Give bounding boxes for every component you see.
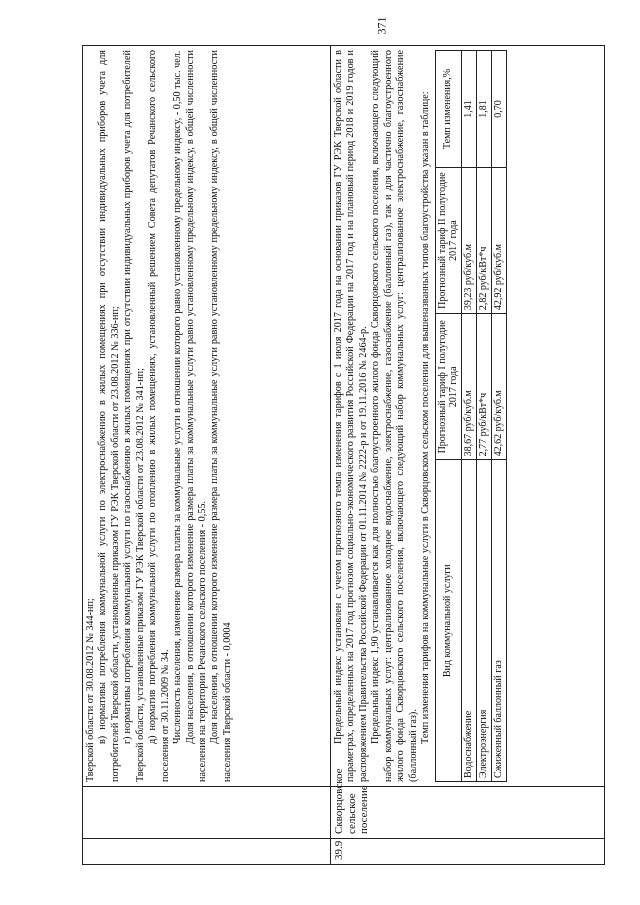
tariff-h2: 39,23 руб/куб.м (461, 167, 476, 313)
population-share-local-paragraph: Доля населения, в отношении которого изменение размера платы за коммунальные услуги равно установленному предельному индексу, в общей численности населения на территории Речанского сельского поселения - 0,55. (184, 50, 208, 782)
table-row-entry (331, 46, 605, 865)
tariff-intro-paragraph: Темп изменения тарифов на коммунальные услуги в Скворцовском сельском поселении для вышеназванных типов благоустройства указан в таблице: (420, 91, 432, 744)
tariff-table (435, 50, 508, 782)
norm-electricity-paragraph: в) нормативы потребления коммунальной услуги по электроснабжению в жилых помещениях при отсутствии индивидуальных приборов учета для потребителей Тверской области, установленные приказом ГУ РЭК Тверской области от 23.08.2012 № 336-нп; (97, 50, 121, 782)
continuation-line: Тверской области от 30.08.2012 № 344-нп; (85, 598, 96, 782)
change-rate: 1,41 (461, 51, 476, 168)
entry-text-cell (331, 46, 605, 787)
tariff-h2: 42,92 руб/куб.м (491, 167, 506, 313)
index-basis-paragraph: Предельный индекс установлен с учетом прогнозного темпа изменения тарифов с 1 июля 2017 года на основании приказов ГУ РЭК Тверской области в параметрах, определенных на 2017 год прогнозом социально-экономического развития Российской Федерации на 2017 год и на плановый период 2018 и 2019 годов и распоряжением Правительства Российской Федерации от 01.11.2014 № 2222-р и от 19.11.2016 № 2464-р. (333, 50, 369, 782)
continuation-text-cell (83, 46, 331, 787)
table-row (476, 51, 491, 782)
service-name: Электроэнергия (476, 460, 491, 782)
empty-name-cell (83, 787, 331, 839)
tariff-h2: 2,82 руб/кВт*ч (476, 167, 491, 313)
tariff-header-row (435, 51, 461, 782)
tariff-h1: 2,77 руб/кВт*ч (476, 314, 491, 460)
entry-settlement-name: Скворцовское сельское поселение (331, 787, 605, 839)
tariff-h1: 38,67 руб/куб.м (461, 314, 476, 460)
header-tariff-h2: Прогнозный тариф II полугодие 2017 года (435, 167, 461, 313)
rotated-document (82, 45, 604, 865)
page-number: 371 (374, 16, 389, 35)
header-service-type: Вид коммунальной услуги (435, 460, 461, 782)
header-tariff-h1: Прогнозный тариф I полугодие 2017 года (435, 314, 461, 460)
change-rate: 0,70 (491, 51, 506, 168)
header-change-rate: Темп изменения,% (435, 51, 461, 168)
population-share-region-paragraph: Доля населения, в отношении которого изменение размера платы за коммунальные услуги равно установленному предельному индексу, в общей численности населения Тверской области - 0,0004 (209, 50, 233, 782)
empty-number-cell (83, 839, 331, 865)
table-row (491, 51, 506, 782)
norm-gas-paragraph: г) нормативы потребления коммунальной услуги по газоснабжению в жилых помещениях при отсутствии индивидуальных приборов учета для потребителей Тверской области, установленные приказом ГУ РЭК Тверской области от 23.08.2012 № 341-нп; (122, 50, 146, 782)
tariff-h1: 42,62 руб/куб.м (491, 314, 506, 460)
norm-heating-paragraph: д) норматив потребления коммунальной услуги по отоплению в жилых помещениях, установленный решением Совета депутатов Речанского сельского поселения от 30.11.2009 № 34. (147, 50, 171, 782)
service-name: Водоснабжение (461, 460, 476, 782)
table-row-continuation (83, 46, 331, 865)
table-row (461, 51, 476, 782)
index-value-paragraph: Предельный индекс 1,90 устанавливается как для полностью благоустроенного жилого фонда Скворцовского сельского поселения, включающего следующий набор коммунальных услуг: централизованное холодное водоснабжение, электроснабжение, газоснабжение (баллонный газ), так и для частично благоустроенного жилого фонда Скворцовского сельского поселения, включающего следующий набор коммунальных услуг: централизованное электроснабжение, газоснабжение (баллонный газ). (370, 50, 419, 782)
document-table (82, 45, 605, 865)
service-name: Сжиженный баллонный газ (491, 460, 506, 782)
population-paragraph: Численность населения, изменение размера платы за коммунальные услуги в отношении которого равно установленному предельному индексу, - 0,50 тыс. чел. (172, 50, 184, 744)
entry-number: 39.9 (331, 839, 605, 865)
change-rate: 1,81 (476, 51, 491, 168)
